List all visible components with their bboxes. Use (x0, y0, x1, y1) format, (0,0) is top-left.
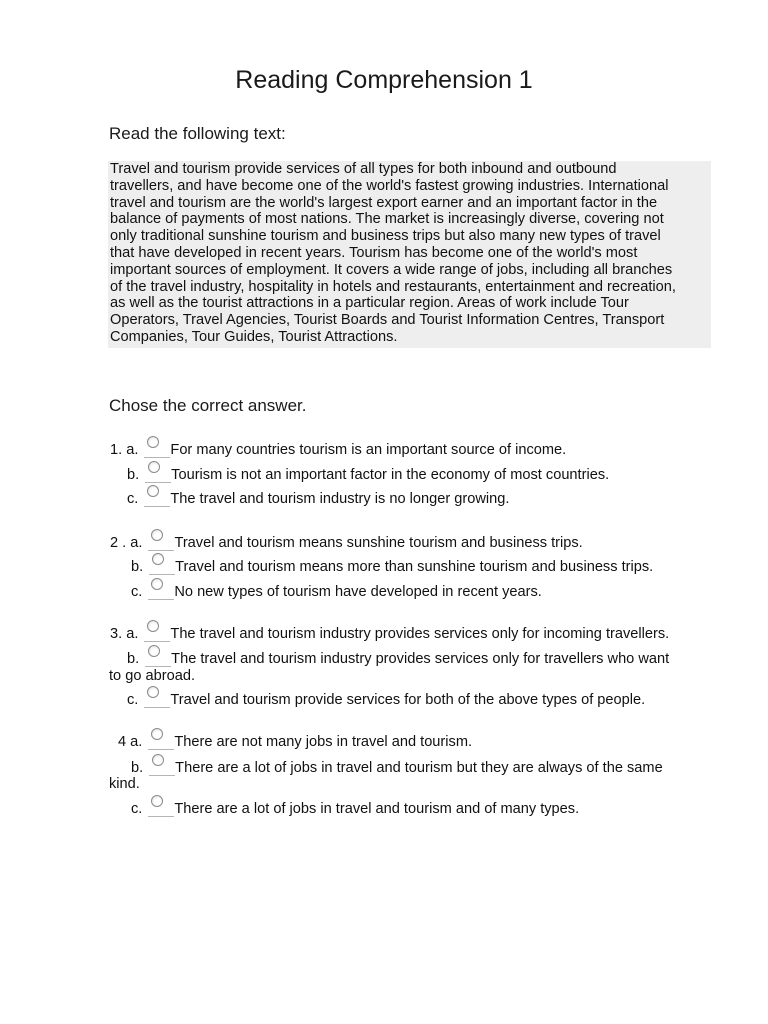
q2-option-b (131, 559, 653, 576)
q3-option-a (110, 626, 669, 643)
passage-line: balance of payments of most nations. The market is increasingly diverse, covering not (110, 211, 664, 228)
option-label: c. (131, 801, 143, 817)
option-text: The travel and tourism industry is no longer growing. (170, 491, 510, 507)
option-label: b. (131, 760, 144, 776)
radio-button[interactable] (145, 467, 171, 483)
q2-option-c (131, 584, 542, 601)
option-label: b. (131, 559, 144, 575)
radio-button[interactable] (145, 651, 171, 667)
option-text: There are not many jobs in travel and tourism. (174, 734, 473, 750)
option-label: 1. a. (110, 442, 139, 458)
passage-line: Companies, Tour Guides, Tourist Attractions. (110, 328, 398, 345)
passage-line: as well as the tourist attractions in a particular region. Areas of work include Tour (110, 295, 629, 312)
page-title: Reading Comprehension 1 (235, 66, 533, 94)
q4-option-a (118, 734, 472, 751)
option-label: c. (127, 692, 139, 708)
radio-button[interactable] (148, 584, 174, 600)
radio-button[interactable] (148, 801, 174, 817)
instruction-heading: Chose the correct answer. (109, 396, 307, 415)
option-label: 2 . a. (110, 535, 143, 551)
radio-button[interactable] (144, 692, 170, 708)
q3-option-b (127, 651, 669, 668)
option-text: Travel and tourism means sunshine tourism and business trips. (174, 535, 583, 551)
passage-line: only traditional sunshine tourism and business trips but also many new types of travel (110, 228, 661, 245)
q1-option-c (127, 491, 509, 508)
option-text: Tourism is not an important factor in the economy of most countries. (171, 467, 610, 483)
radio-button[interactable] (144, 626, 170, 642)
passage-line: that have developed in recent years. Tourism has become one of the world's most (110, 244, 638, 261)
option-text: Travel and tourism means more than sunshine tourism and business trips. (175, 559, 654, 575)
q2-option-a (110, 535, 583, 552)
option-label: b. (127, 651, 140, 667)
option-text: For many countries tourism is an important source of income. (170, 442, 567, 458)
option-text: The travel and tourism industry provides services only for incoming travellers. (170, 626, 670, 642)
passage-line: Operators, Travel Agencies, Tourist Boards and Tourist Information Centres, Transport (110, 312, 665, 329)
option-text: The travel and tourism industry provides services only for travellers who want (171, 651, 670, 667)
q4-option-b (131, 760, 663, 777)
option-text: Travel and tourism provide services for both of the above types of people. (170, 692, 646, 708)
passage-line: travel and tourism are the world's largest export earner and an important factor in the (110, 194, 658, 211)
passage-line: travellers, and have become one of the world's fastest growing industries. International (110, 177, 669, 194)
q3-option-c (127, 692, 645, 709)
intro-heading: Read the following text: (109, 124, 286, 143)
option-text: There are a lot of jobs in travel and tourism and of many types. (174, 801, 580, 817)
option-label: c. (127, 491, 139, 507)
passage-line: of the travel industry, hospitality in hotels and restaurants, entertainment and recreation, (110, 278, 676, 295)
passage-line: important sources of employment. It covers a wide range of jobs, including all branches (110, 261, 673, 278)
reading-passage (108, 161, 711, 348)
q1-option-b (127, 467, 609, 484)
passage-line: Travel and tourism provide services of all types for both inbound and outbound (110, 161, 617, 177)
radio-button[interactable] (148, 734, 174, 750)
radio-button[interactable] (144, 442, 170, 458)
option-text: There are a lot of jobs in travel and tourism but they are always of the same (175, 760, 663, 776)
radio-button[interactable] (144, 491, 170, 507)
option-label: 3. a. (110, 626, 139, 642)
q3-option-b-continuation: to go abroad. (109, 668, 196, 684)
option-label: 4 a. (118, 734, 143, 750)
radio-button[interactable] (149, 760, 175, 776)
option-label: c. (131, 584, 143, 600)
option-label: b. (127, 467, 140, 483)
q4-option-c (131, 801, 579, 818)
option-text: No new types of tourism have developed in recent years. (174, 584, 542, 600)
radio-button[interactable] (149, 559, 175, 575)
radio-button[interactable] (148, 535, 174, 551)
q1-option-a (110, 442, 566, 459)
q4-option-b-continuation: kind. (109, 776, 140, 792)
